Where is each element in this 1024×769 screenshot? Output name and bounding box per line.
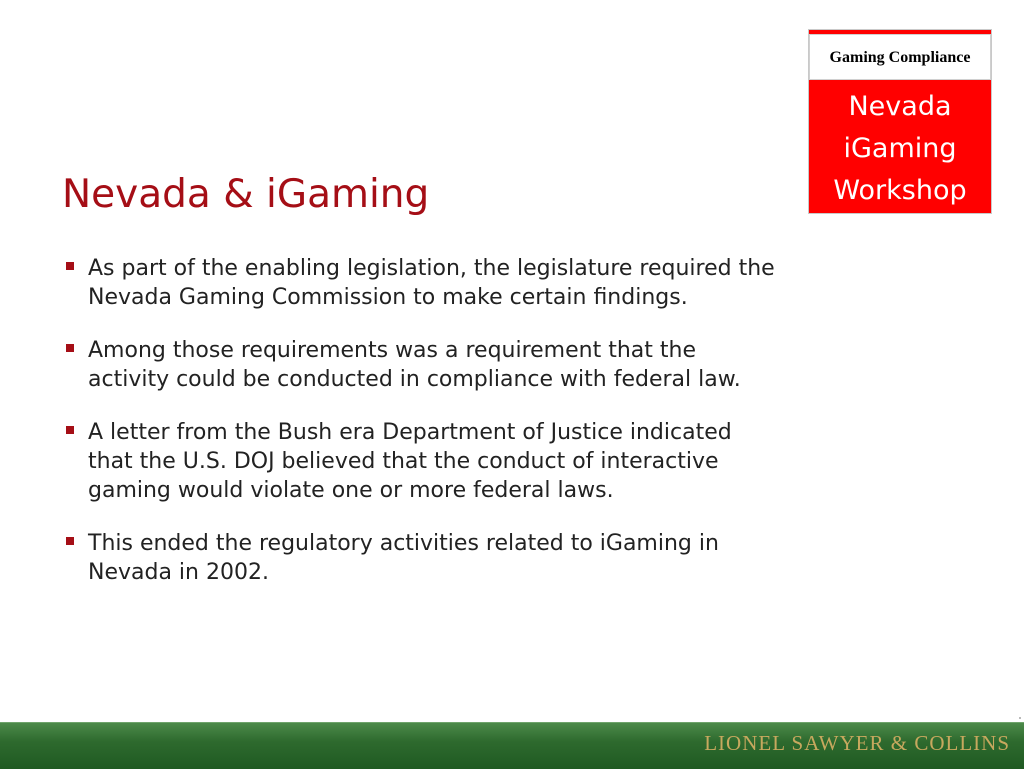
square-bullet-icon	[66, 426, 74, 434]
slide-title: Nevada & iGaming	[62, 172, 430, 217]
square-bullet-icon	[66, 344, 74, 352]
footer-bar	[0, 722, 1024, 769]
bullet-item	[62, 529, 782, 587]
badge-title: Nevada iGaming Workshop	[833, 91, 967, 206]
footer-brand-logo: LIONEL SAWYER & COLLINS	[704, 731, 1010, 755]
badge-label: Gaming Compliance	[809, 34, 991, 80]
square-bullet-icon	[66, 262, 74, 270]
workshop-badge	[808, 29, 992, 214]
bullet-text: As part of the enabling legislation, the legislature required the Nevada Gaming Commission to make certain findings.	[88, 256, 775, 310]
footer-dot	[1019, 717, 1021, 719]
bullet-item	[62, 254, 782, 312]
bullet-item	[62, 336, 782, 394]
bullet-text: This ended the regulatory activities related to iGaming in Nevada in 2002.	[88, 531, 719, 585]
bullet-list	[62, 254, 782, 611]
bullet-item	[62, 418, 782, 505]
square-bullet-icon	[66, 537, 74, 545]
bullet-text: A letter from the Bush era Department of Justice indicated that the U.S. DOJ believed that the conduct of interactive gaming would violate one or more federal laws.	[88, 420, 732, 503]
bullet-text: Among those requirements was a requirement that the activity could be conducted in compliance with federal law.	[88, 338, 741, 392]
